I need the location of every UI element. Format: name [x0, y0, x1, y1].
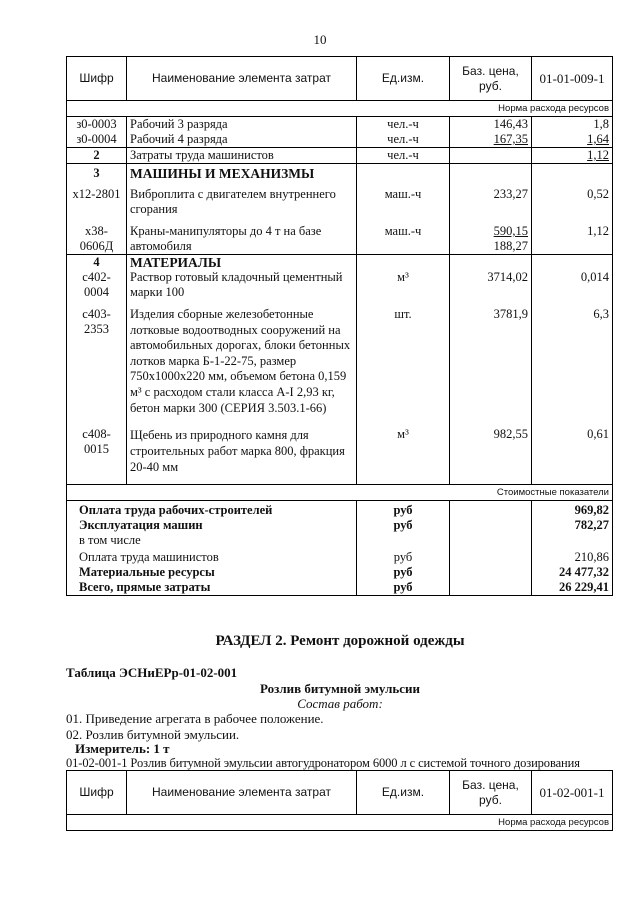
table-row: с403-2353 Изделия сборные железобетонные лотковые водоотводных сооружений на автомобильных дорогах, блоки бетонных лотков марка Б-1-22-75, размер 750х1000х220 мм, объемом бетона 0,159 м³ с расходом стали класса А-I 2,93 кг, бетон марки 300 (СЕРИЯ 3.503.1-66) шт. 3781,9 6,3 — [67, 300, 613, 416]
table-row: х38-0606Д Краны-манипуляторы до 4 т на базе автомобиля маш.-ч 590,15 188,27 1,12 — [67, 217, 613, 255]
cost-label: Стоимостные показатели — [67, 484, 613, 500]
table-header — [67, 57, 613, 101]
norm-label: Норма расхода ресурсов — [67, 815, 613, 831]
work-subtitle: Состав работ: — [297, 696, 383, 711]
table-row: з0-0004 Рабочий 4 разряда чел.-ч 167,35 1,64 — [67, 132, 613, 148]
header-unit: Ед.изм. — [357, 771, 450, 815]
table-header — [67, 771, 613, 815]
operation-1: 01. Приведение агрегата в рабочее положение. — [66, 711, 324, 726]
header-price: Баз. цена, руб. — [450, 771, 532, 815]
cost-row: Материальные ресурсы руб 24 477,32 — [67, 565, 613, 580]
header-code: Шифр — [67, 57, 127, 101]
page-number: 10 — [313, 32, 327, 47]
cost-row: Оплата труда машинистов руб 210,86 — [67, 548, 613, 565]
header-rate-code: 01-02-001-1 — [532, 771, 613, 815]
cost-row: в том числе — [67, 533, 613, 548]
resource-table-2 — [66, 770, 613, 831]
table-title: Розлив битумной эмульсии — [260, 681, 420, 696]
header-name: Наименование элемента затрат — [127, 57, 357, 101]
section-title: РАЗДЕЛ 2. Ремонт дорожной одежды — [215, 633, 465, 649]
header-unit: Ед.изм. — [357, 57, 450, 101]
item-description: 01-02-001-1 Розлив битумной эмульсии автогудронатором 6000 л с системой точного дозирования — [66, 756, 580, 770]
section-row: 3 МАШИНЫ И МЕХАНИЗМЫ — [67, 164, 613, 182]
header-name: Наименование элемента затрат — [127, 771, 357, 815]
table-row: х12-2801 Виброплита с двигателем внутреннего сгорания маш.-ч 233,27 0,52 — [67, 181, 613, 217]
header-price: Баз. цена, руб. — [450, 57, 532, 101]
operation-2: 02. Розлив битумной эмульсии. — [66, 727, 240, 742]
resource-table — [66, 56, 613, 596]
table-row: з0-0003 Рабочий 3 разряда чел.-ч 146,43 1,8 — [67, 117, 613, 133]
cost-row: Оплата труда рабочих-строителей руб 969,82 — [67, 500, 613, 518]
table-name: Таблица ЭСНиЕРр-01-02-001 — [66, 665, 238, 680]
cost-row: Эксплуатация машин руб 782,27 — [67, 518, 613, 533]
header-rate-code: 01-01-009-1 — [532, 57, 613, 101]
table-row: с408-0015 Щебень из природного камня для строительных работ марка 800, фракция 20-40 мм м³ 982,55 0,61 — [67, 416, 613, 484]
measure-unit: Измеритель: 1 т — [75, 741, 170, 756]
header-code: Шифр — [67, 771, 127, 815]
norm-label: Норма расхода ресурсов — [67, 101, 613, 117]
table-row: с402-0004 Раствор готовый кладочный цементный марки 100 м³ 3714,02 0,014 — [67, 270, 613, 300]
cost-row: Всего, прямые затраты руб 26 229,41 — [67, 580, 613, 596]
table-row: 2 Затраты труда машинистов чел.-ч 1,12 — [67, 148, 613, 164]
section-row: 4 МАТЕРИАЛЫ — [67, 255, 613, 271]
